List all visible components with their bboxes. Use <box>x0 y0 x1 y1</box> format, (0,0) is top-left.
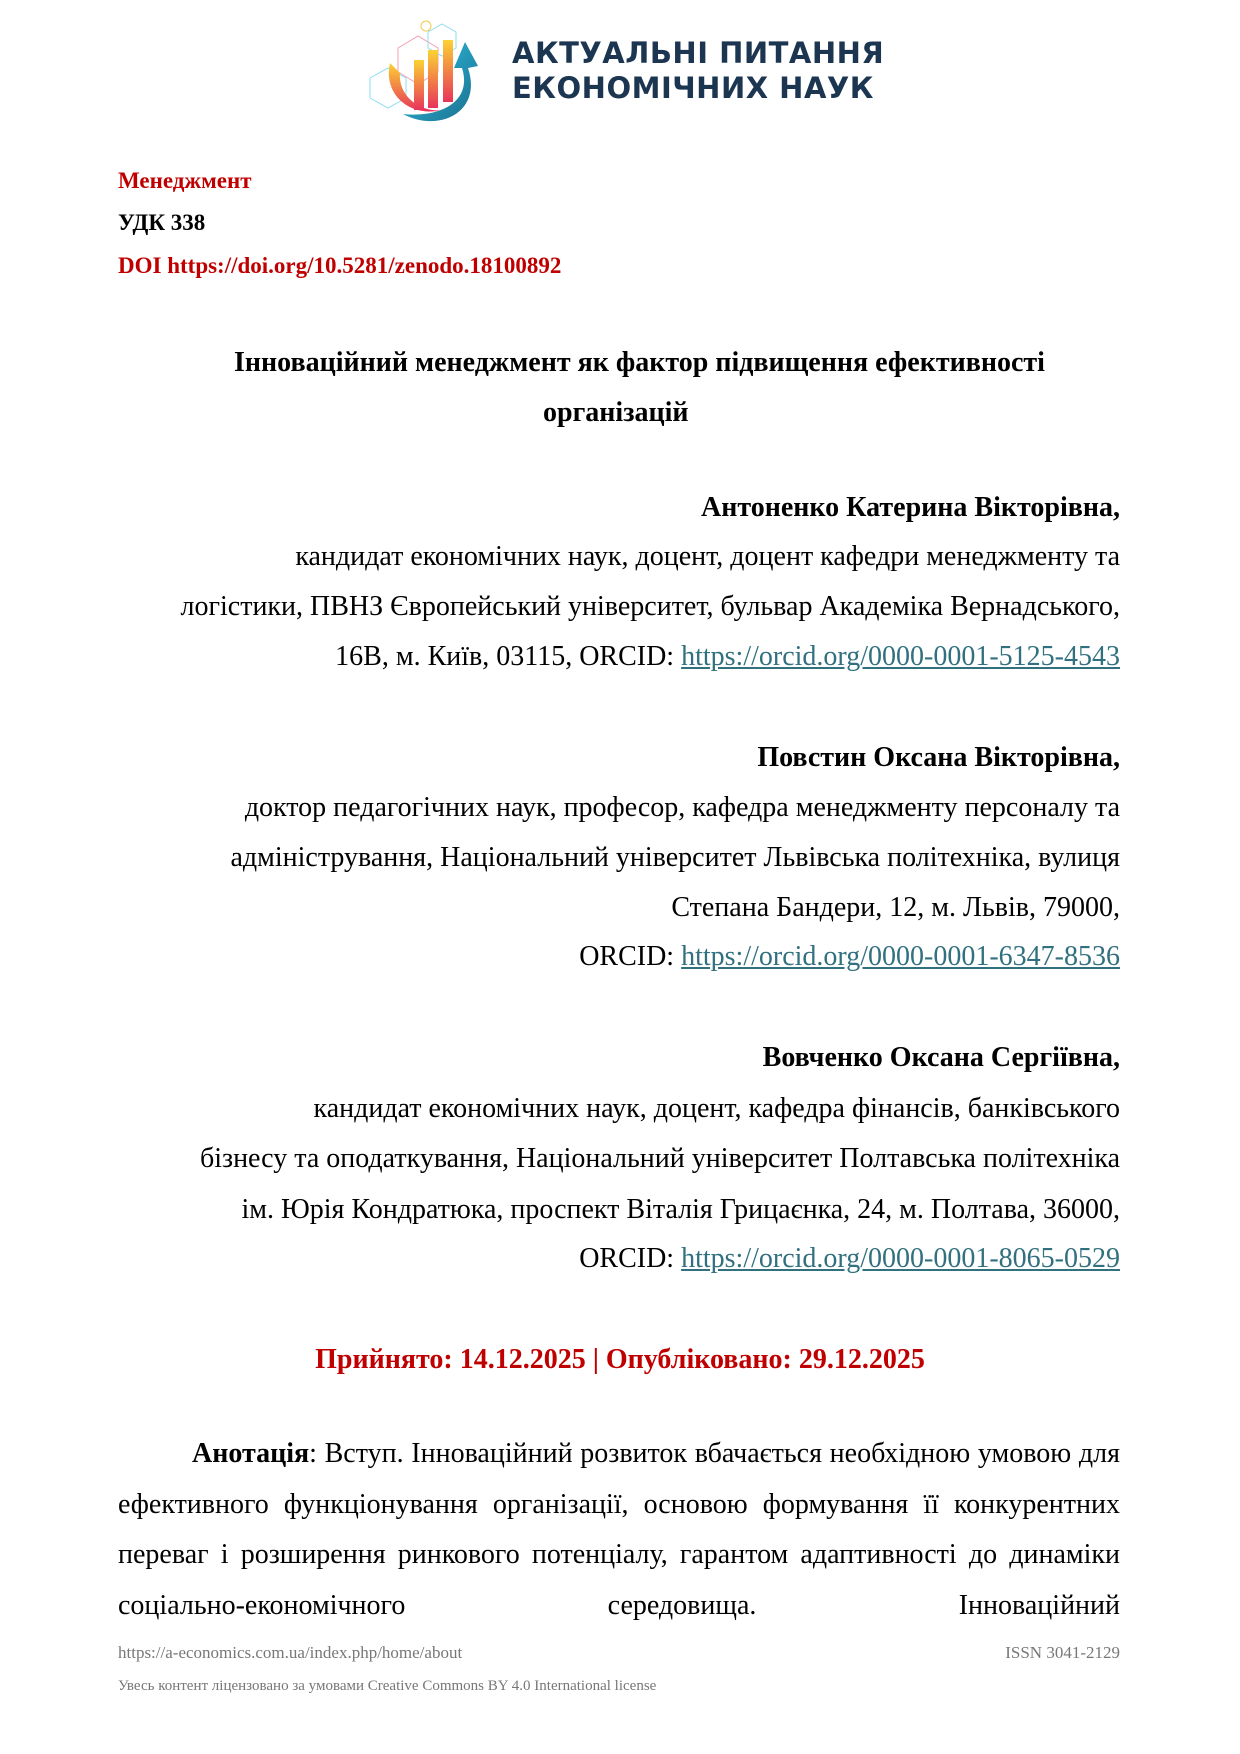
logo-chart-icon <box>368 18 498 130</box>
author-affiliation: Степана Бандери, 12, м. Львів, 79000, <box>671 892 1120 923</box>
doi-label: DOI <box>118 253 162 278</box>
author-affiliation: адміністрування, Національний університет Львівська політехніка, вулиця <box>230 842 1120 873</box>
section-label: Менеджмент <box>118 168 252 193</box>
abstract-label: Анотація <box>192 1438 310 1469</box>
author-affiliation: бізнесу та оподаткування, Національний університет Полтавська політехніка <box>199 1143 1120 1174</box>
author-name: Антоненко Катерина Вікторівна, <box>700 492 1120 523</box>
abstract <box>118 1429 1120 1631</box>
journal-name <box>512 36 884 106</box>
udc: УДК 338 <box>118 210 206 235</box>
article-title-line2: організацій <box>543 397 689 428</box>
author-affiliation: кандидат економічних наук, доцент, кафедра фінансів, банківського <box>313 1093 1120 1124</box>
author-name: Вовченко Оксана Сергіївна, <box>762 1042 1120 1073</box>
author-affiliation: кандидат економічних наук, доцент, доцент кафедри менеджменту та <box>295 541 1120 572</box>
author-affiliation: доктор педагогічних наук, професор, кафедра менеджменту персоналу та <box>244 792 1120 823</box>
orcid-link[interactable]: https://orcid.org/0000-0001-5125-4543 <box>681 641 1120 672</box>
orcid-label: ORCID: <box>579 1243 682 1274</box>
footer-url[interactable]: https://a-economics.com.ua/index.php/home/about <box>118 1643 463 1662</box>
orcid-link[interactable]: https://orcid.org/0000-0001-6347-8536 <box>681 941 1120 972</box>
doi <box>118 241 561 291</box>
journal-name-line2: ЕКОНОМІЧНИХ НАУК <box>512 71 874 105</box>
article-title-line1: Інноваційний менеджмент як фактор підвищення ефективності <box>234 347 1045 378</box>
orcid-link[interactable]: https://orcid.org/0000-0001-8065-0529 <box>681 1243 1120 1274</box>
author-name: Повстин Оксана Вікторівна, <box>757 742 1120 773</box>
orcid-label: ORCID: <box>579 941 682 972</box>
journal-name-line1: АКТУАЛЬНІ ПИТАННЯ <box>512 36 885 70</box>
author-affiliation: логістики, ПВНЗ Європейський університет, бульвар Академіка Вернадського, <box>180 591 1120 622</box>
author-orcid-line <box>579 932 1120 982</box>
orcid-label: 16В, м. Київ, 03115, ORCID: <box>335 641 682 672</box>
publication-dates: Прийнято: 14.12.2025 | Опубліковано: 29.12.2025 <box>315 1344 925 1375</box>
author-orcid-line <box>579 1234 1120 1284</box>
journal-logo <box>368 18 498 130</box>
author-affiliation: ім. Юрія Кондратюка, проспект Віталія Грицаєнка, 24, м. Полтава, 36000, <box>241 1194 1120 1225</box>
footer-issn: ISSN 3041-2129 <box>1005 1643 1120 1662</box>
abstract-text: : Вступ. Інноваційний розвиток вбачається необхідною умовою для ефективного функціонування організації, основою формування її конкурентних переваг і розширення ринкового потенціалу, гарантом адаптивності до динаміки соціально-економічного середовища. Інноваційний <box>118 1438 1120 1621</box>
footer-license: Увесь контент ліцензовано за умовами Creative Commons BY 4.0 International license <box>118 1678 657 1694</box>
doi-link[interactable]: https://doi.org/10.5281/zenodo.18100892 <box>167 253 562 278</box>
author-orcid-line <box>335 632 1120 682</box>
